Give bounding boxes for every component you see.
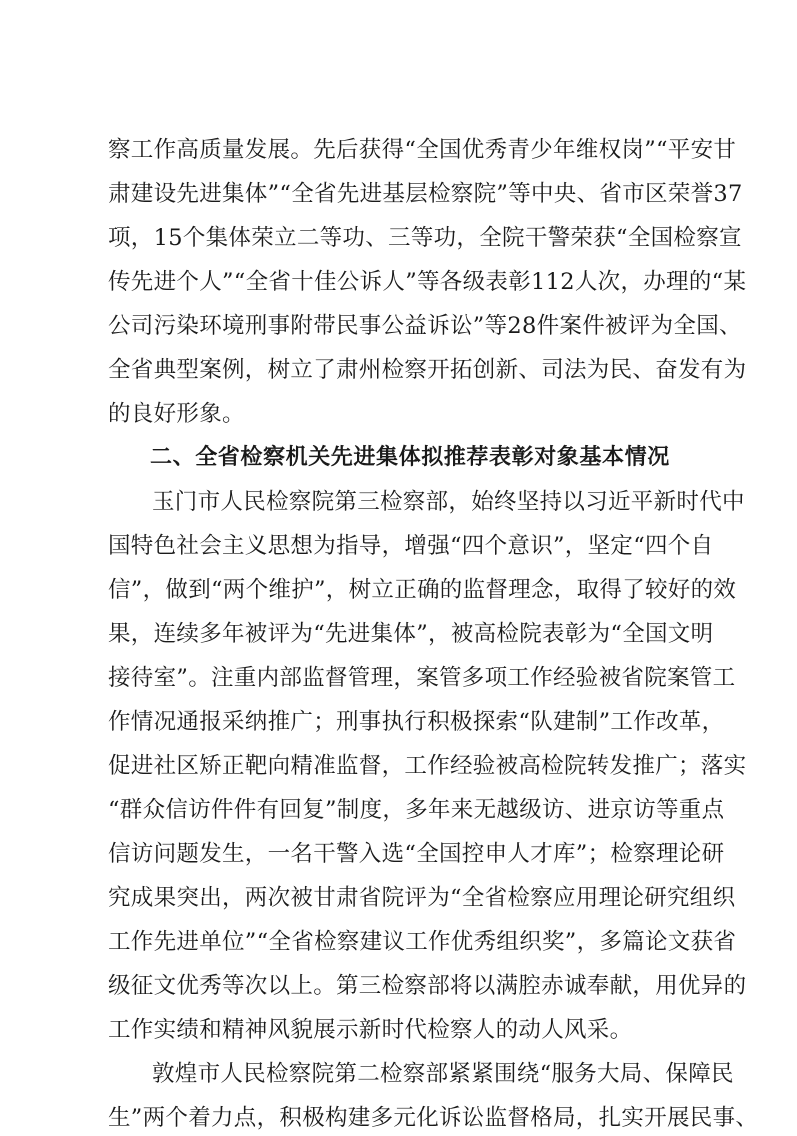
paragraph-1-line-6: 全省典型案例，树立了肃州检察开拓创新、司法为民、奋发有为	[108, 357, 747, 383]
paragraph-1-line-1: 察工作高质量发展。先后获得“全国优秀青少年维权岗”“平安甘	[108, 137, 737, 163]
paragraph-2-line-6: 作情况通报采纳推广；刑事执行积极探索“队建制”工作改革，	[108, 709, 725, 735]
paragraph-2-line-5: 接待室”。注重内部监督管理，案管多项工作经验被省院案管工	[108, 665, 736, 691]
paragraph-3-line-2: 生”两个着力点，积极构建多元化诉讼监督格局，扎实开展民事、	[108, 1105, 759, 1131]
section-heading: 二、全省检察机关先进集体拟推荐表彰对象基本情况	[150, 445, 670, 470]
paragraph-2-line-13: 工作实绩和精神风貌展示新时代检察人的动人风采。	[108, 1017, 633, 1043]
paragraph-2-line-7: 促进社区矫正靶向精准监督，工作经验被高检院转发推广；落实	[108, 753, 747, 779]
paragraph-1-line-3: 项，15个集体荣立二等功、三等功，全院干警荣获“全国检察宣	[108, 225, 742, 251]
paragraph-2-line-3: 信”，做到“两个维护”，树立正确的监督理念，取得了较好的效	[108, 577, 737, 603]
paragraph-2-line-11: 工作先进单位”“全省检察建议工作优秀组织奖”，多篇论文获省	[108, 929, 737, 955]
paragraph-1-line-5: 公司污染环境刑事附带民事公益诉讼”等28件案件被评为全国、	[108, 313, 742, 339]
paragraph-1-line-2: 肃建设先进集体”“全省先进基层检察院”等中央、省市区荣誉37	[108, 181, 743, 207]
paragraph-2-line-12: 级征文优秀等次以上。第三检察部将以满腔赤诚奉献，用优异的	[108, 973, 747, 999]
paragraph-1-line-4: 传先进个人”“全省十佳公诉人”等各级表彰112人次，办理的“某	[108, 269, 747, 295]
paragraph-2-line-9: 信访问题发生，一名干警入选“全国控申人才库”；检察理论研	[108, 841, 725, 867]
paragraph-2-line-2: 国特色社会主义思想为指导，增强“四个意识”，坚定“四个自	[108, 533, 714, 559]
paragraph-3-line-1: 敦煌市人民检察院第二检察部紧紧围绕“服务大局、保障民	[152, 1061, 734, 1087]
paragraph-2-line-8: “群众信访件件有回复”制度，多年来无越级访、进京访等重点	[108, 797, 725, 823]
paragraph-2-line-4: 果，连续多年被评为“先进集体”，被高检院表彰为“全国文明	[108, 621, 714, 647]
paragraph-1-line-7: 的良好形象。	[108, 401, 245, 427]
paragraph-2-line-1: 玉门市人民检察院第三检察部，始终坚持以习近平新时代中	[152, 489, 745, 515]
paragraph-2-line-10: 究成果突出，两次被甘肃省院评为“全省检察应用理论研究组织	[108, 885, 736, 911]
